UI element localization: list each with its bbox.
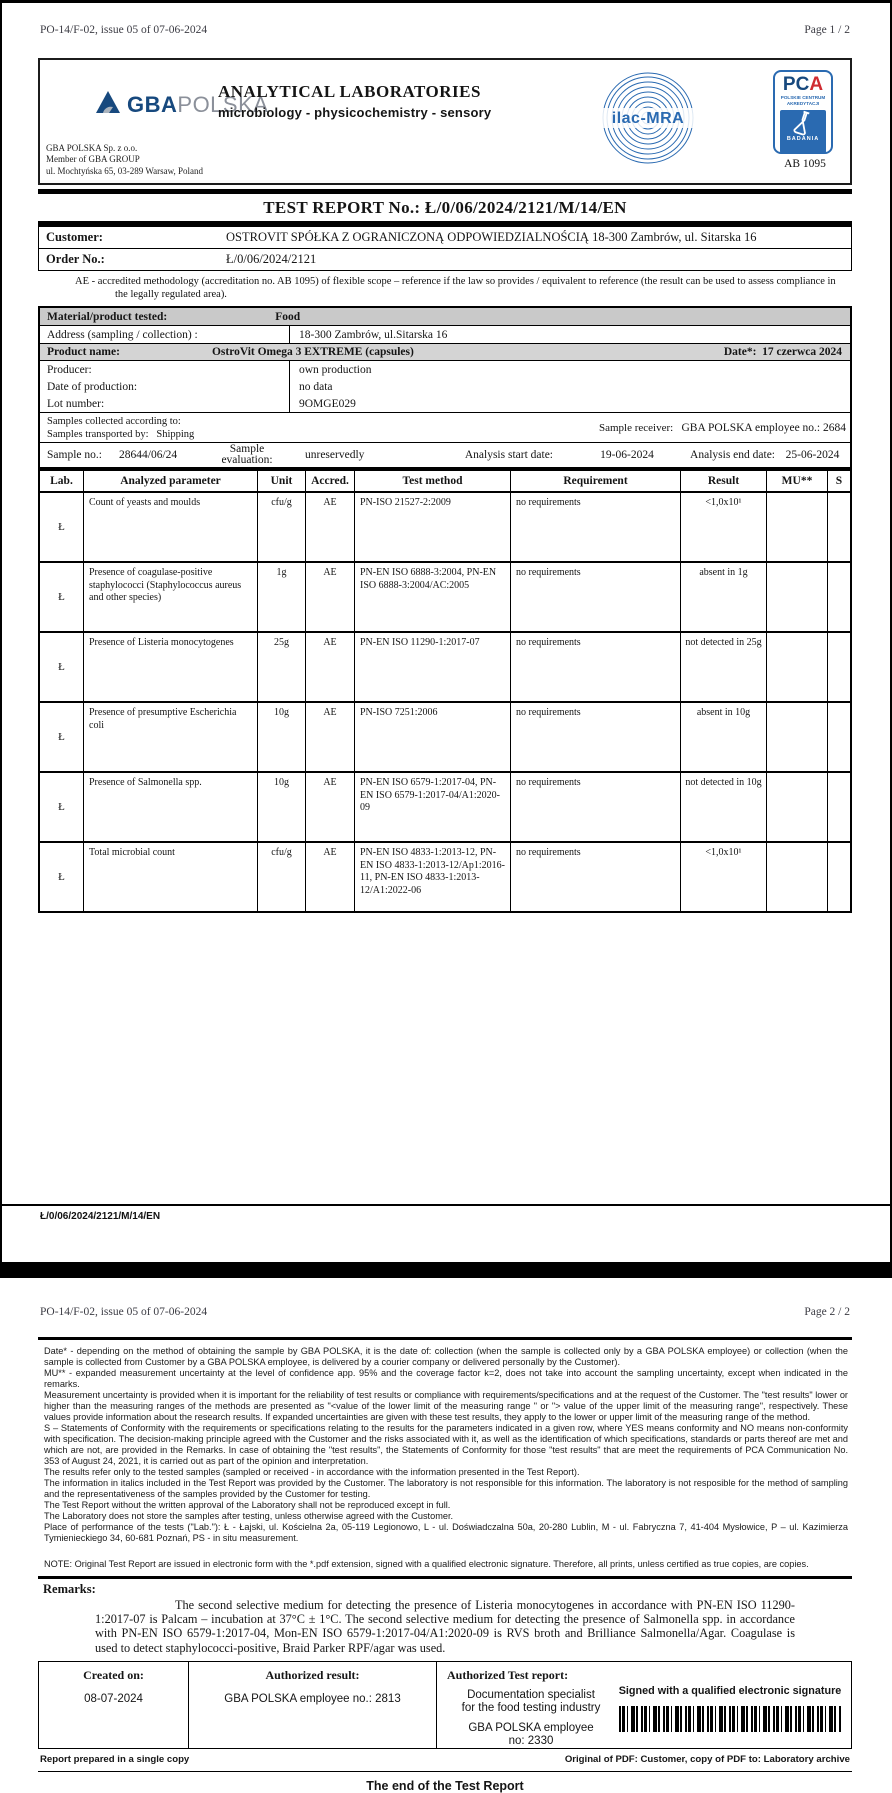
footnotes-block: [38, 1340, 852, 1544]
samples-collected-label: Samples collected according to:: [47, 416, 181, 427]
mu-cell: [767, 773, 828, 841]
results-table-header: [40, 471, 850, 491]
order-label: Order No.:: [46, 252, 105, 266]
col-method: Test method: [355, 471, 511, 491]
s-cell: [828, 843, 850, 911]
page2-running-header: [40, 1306, 850, 1318]
signer-title-line2: for the food testing industry: [461, 1702, 601, 1715]
footnote: The Test Report without the written approval of the Laboratory shall not be reproduced except in full.: [44, 1500, 451, 1510]
lab-cell: Ł: [40, 703, 84, 771]
parameter-cell: Presence of coagulase-positive staphylococci (Staphylococcus aureus and other species): [84, 563, 258, 631]
footnote: S – Statements of Conformity with the requirements or specifications relating to the results for the parameters indicated in a given row, where YES means conformity and NO means non-conformity with specification. The decision-making principle agreed with the Customer and the risks associated with it, as well as the identification of which specifications, standards or parts thereof are met and which are not, are provided in the Remarks. In case of obtaining the "test results", the Statements of Conformity for those "test results" that are meet the requirements of PCA Communication No. 353 of August 24, 2021, it is carried out as part of the opinion and interpretation.: [44, 1423, 848, 1466]
unit-cell: cfu/g: [258, 843, 306, 911]
authorized-result-cell: [189, 1662, 437, 1749]
sample-no-label: Sample no.:: [47, 449, 102, 461]
production-date-value: no data: [299, 380, 333, 393]
material-value: Food: [275, 310, 301, 323]
pca-letter-a: A: [809, 74, 824, 95]
accred-cell: AE: [306, 773, 355, 841]
sample-receiver-value: GBA POLSKA employee no.: 2684: [681, 421, 846, 434]
page2-content: [38, 1337, 852, 1793]
table-row: [40, 701, 850, 771]
footnote: Date* - depending on the method of obtaining the sample by GBA POLSKA, it is the date of: collection (when the sample is collected only by a GBA POLSKA employee) or collection (when the sample is collected from Customer by a GBA POLSKA employee, is delivered by a courier company or delivered personally by the Customer).: [44, 1346, 848, 1367]
s-cell: [828, 773, 850, 841]
method-cell: PN-ISO 7251:2006: [355, 703, 511, 771]
s-cell: [828, 633, 850, 701]
method-cell: PN-ISO 21527-2:2009: [355, 493, 511, 561]
pca-badge: [773, 70, 833, 154]
col-param: Analyzed parameter: [84, 471, 258, 491]
note-final: NOTE: Original Test Report are issued in electronic form with the *.pdf extension, signed with a qualified electronic signature. Therefore, all prints, unless certified as true copies, are copies.: [44, 1559, 809, 1569]
ilac-mra-logo-icon: [600, 70, 696, 166]
table-row: [40, 631, 850, 701]
table-row: [40, 561, 850, 631]
customer-box: [38, 226, 852, 271]
lab-cell: Ł: [40, 843, 84, 911]
result-cell: <1,0x10¹: [681, 843, 767, 911]
created-on-label: Created on:: [83, 1667, 144, 1682]
company-street: ul. Mochtyńska 65, 03-289 Warsaw, Poland: [46, 165, 204, 176]
signed-text: Signed with a qualified electronic signature: [618, 1684, 842, 1697]
created-on-value: 08-07-2024: [84, 1692, 143, 1705]
date-value: 17 czerwca 2024: [762, 346, 842, 358]
producer-value: own production: [299, 363, 372, 376]
sample-info-row: [40, 442, 850, 467]
mu-cell: [767, 703, 828, 771]
requirement-cell: no requirements: [511, 633, 681, 701]
page-number: Page 2 / 2: [804, 1306, 850, 1318]
form-reference: PO-14/F-02, issue 05 of 07-06-2024: [40, 24, 208, 36]
pca-badania-block: [780, 110, 826, 154]
page-number: Page 1 / 2: [804, 24, 850, 36]
lab-cell: Ł: [40, 633, 84, 701]
result-cell: not detected in 25g: [681, 633, 767, 701]
customer-row: [39, 227, 851, 248]
remarks-text: The second selective medium for detecting the presence of Listeria monocytogenes in accordance with PN-EN ISO 11290-1:2017-07 is Palcam – incubation at 37°C ± 1°C. The second selective medium for detecting the presence of Salmonella spp. in accordance with PN-EN ISO 6579-1:2017-04, Mon-EN ISO 6579-1:2017-04/A1:2020-09 is RVS broth and Brilliance Salmonella/Agar. Coagulase is used to detect staphylococci-positive, Braid Parker RPF/agar was used.: [95, 1598, 795, 1655]
col-accred: Accred.: [306, 471, 355, 491]
method-cell: PN-EN ISO 6579-1:2017-04, PN-EN ISO 6579-1:2017-04/A1:2020-09: [355, 773, 511, 841]
s-cell: [828, 563, 850, 631]
pca-badania-label: BADANIA: [786, 136, 820, 143]
requirement-cell: no requirements: [511, 843, 681, 911]
samples-block: [40, 412, 850, 442]
pca-logo-text: [775, 75, 831, 95]
material-row: [40, 308, 850, 325]
samples-transported-value: Shipping: [156, 429, 195, 440]
customer-label: Customer:: [46, 230, 103, 244]
created-on-cell: [39, 1662, 189, 1749]
gba-logo-mark-icon: [95, 90, 121, 119]
form-reference: PO-14/F-02, issue 05 of 07-06-2024: [40, 1306, 208, 1318]
result-cell: not detected in 10g: [681, 773, 767, 841]
sample-no-value: 28644/06/24: [119, 449, 178, 461]
product-value: OstroVit Omega 3 EXTREME (capsules): [211, 346, 414, 358]
signer-title: [447, 1689, 615, 1749]
col-requirement: Requirement: [511, 471, 681, 491]
samples-transported-label: Samples transported by:: [47, 429, 149, 440]
parameter-cell: Presence of Salmonella spp.: [84, 773, 258, 841]
method-cell: PN-EN ISO 11290-1:2017-07: [355, 633, 511, 701]
sample-sections: [38, 306, 852, 469]
report-title: TEST REPORT No.: Ł/0/06/2024/2121/M/14/EN: [263, 197, 627, 217]
table-row: [40, 491, 850, 561]
unit-cell: 10g: [258, 703, 306, 771]
lot-value: 9OMGE029: [299, 397, 356, 410]
authorized-report-cell: [437, 1662, 851, 1749]
sample-receiver-label: Sample receiver:: [599, 421, 674, 434]
mu-cell: [767, 563, 828, 631]
scan-edge-left: [0, 0, 2, 1278]
lab-title: ANALYTICAL LABORATORIES: [218, 82, 481, 101]
order-row: [39, 248, 851, 270]
letterhead: [38, 58, 852, 185]
authorized-report-label: Authorized Test report:: [447, 1667, 569, 1682]
requirement-cell: no requirements: [511, 493, 681, 561]
address-value: 18-300 Zambrów, ul.Sitarska 16: [289, 326, 850, 343]
lab-cell: Ł: [40, 773, 84, 841]
result-cell: <1,0x10¹: [681, 493, 767, 561]
company-name: GBA POLSKA Sp. z o.o.: [46, 142, 138, 153]
accred-cell: AE: [306, 633, 355, 701]
gba-logo-polska: POLSKA: [177, 91, 269, 117]
page1-running-header: [40, 24, 850, 36]
address-label: Address (sampling / collection) :: [47, 328, 198, 341]
mu-cell: [767, 843, 828, 911]
samples-transported: [47, 428, 477, 441]
parameter-cell: Presence of Listeria monocytogenes: [84, 633, 258, 701]
pca-flask-icon: [792, 110, 814, 136]
lab-subtitle: microbiology - physicochemistry - sensory: [218, 105, 492, 120]
table-row: [40, 841, 850, 911]
signer-title-line1: Documentation specialist: [467, 1688, 595, 1701]
accred-cell: AE: [306, 703, 355, 771]
parameter-cell: Presence of presumptive Escherichia coli: [84, 703, 258, 771]
s-cell: [828, 703, 850, 771]
remarks-label: Remarks:: [43, 1582, 96, 1596]
unit-cell: 25g: [258, 633, 306, 701]
mu-cell: [767, 493, 828, 561]
signer-employee-line2: no: 2330: [508, 1735, 554, 1748]
page1-content: [38, 58, 852, 913]
results-table: [38, 469, 852, 913]
footnote: Measurement uncertainty is provided when it is important for the reliability of test results or compliance with requirements/specifications and at the request of the Customer. The "test results" lower or higher than the measuring ranges of the methods are presented as "<value of the lower limit of the measuring range " or "> value of the upper limit of the measuring range", respectively. These values provide information about the research results. If expanded uncertainties are given with these test results, they apply to the lower or upper limit of the measuring range of the method.: [44, 1390, 848, 1422]
product-row: [40, 343, 850, 360]
method-cell: PN-EN ISO 6888-3:2004, PN-EN ISO 6888-3:2004/AC:2005: [355, 563, 511, 631]
footer-left: Report prepared in a single copy: [40, 1754, 190, 1766]
parameter-cell: Count of yeasts and moulds: [84, 493, 258, 561]
product-label: Product name:: [47, 346, 120, 358]
unit-cell: 10g: [258, 773, 306, 841]
page-separator: [0, 1262, 892, 1278]
sample-evaluation-label: Sample evaluation:: [221, 443, 273, 466]
footnote: The results refer only to the tested samples (sampled or received - in accordance with the information presented in the Test Report).: [44, 1467, 580, 1477]
unit-cell: cfu/g: [258, 493, 306, 561]
requirement-cell: no requirements: [511, 703, 681, 771]
producer-block: [40, 360, 850, 412]
lab-cell: Ł: [40, 493, 84, 561]
footnote: The Laboratory does not store the samples after testing, unless otherwise agreed with the Customer.: [44, 1511, 454, 1521]
analysis-end-value: 25-06-2024: [785, 449, 840, 461]
analysis-start-label: Analysis start date:: [464, 449, 553, 461]
signature-table: [38, 1661, 852, 1749]
signature-area: [615, 1668, 851, 1749]
customer-value: OSTROVIT SPÓŁKA Z OGRANICZONĄ ODPOWIEDZIALNOŚCIĄ 18-300 Zambrów, ul. Sitarska 16: [226, 230, 757, 244]
analysis-end-label: Analysis end date:: [690, 449, 775, 461]
page1-footer-reference: Ł/0/06/2024/2121/M/14/EN: [40, 1211, 161, 1222]
producer-label: Producer:: [47, 363, 92, 376]
lab-titles: [218, 82, 491, 120]
sample-evaluation-value: unreservedly: [305, 449, 365, 461]
lab-cell: Ł: [40, 563, 84, 631]
footer-rule: [38, 1771, 852, 1773]
requirement-cell: no requirements: [511, 773, 681, 841]
unit-cell: 1g: [258, 563, 306, 631]
method-cell: PN-EN ISO 4833-1:2013-12, PN-EN ISO 4833-1:2013-12/Ap1:2016-11, PN-EN ISO 4833-1:2013-12/A1:2022-06: [355, 843, 511, 911]
result-cell: absent in 10g: [681, 703, 767, 771]
footnote: The information in italics included in the Test Report was provided by the Customer. The laboratory is not responsible for this information. The laboratory is not resposible for the method of sampling and the representativeness of the samples provided by the Customer for testing.: [44, 1478, 848, 1499]
signer-employee-line1: GBA POLSKA employee: [468, 1721, 594, 1734]
authorized-result-value: GBA POLSKA employee no.: 2813: [224, 1692, 401, 1705]
company-address: [46, 143, 203, 178]
material-label: Material/product tested:: [47, 310, 168, 323]
col-s: S: [835, 475, 843, 487]
pca-accreditation-logo: [773, 70, 837, 170]
ilac-mra-label: ilac-MRA: [611, 110, 685, 127]
pca-subtitle-2: AKREDYTACJI: [786, 100, 820, 106]
col-unit: Unit: [258, 471, 306, 491]
accred-cell: AE: [306, 493, 355, 561]
footnote: Place of performance of the tests ("Lab."): Ł - Łajski, ul. Kościelna 2a, 05-119 Legionowo, L - ul. Doświadczalna 50a, 20-280 Lublin, M - ul. Fabryczna 7, 41-404 Mysłowice, P – ul. Kazimierza Tymienieckiego 34, 60-681 Poznań, PS - in situ measurement.: [44, 1522, 848, 1543]
table-row: [40, 771, 850, 841]
mu-cell: [767, 633, 828, 701]
date-label: Date*:: [723, 346, 757, 358]
company-member: Member of GBA GROUP: [46, 154, 140, 164]
ae-accreditation-note: AE - accredited methodology (accreditation no. AB 1095) of flexible scope – reference if the law so provides / equivalent to reference (the result can be used to assess compliance in the legally regulated area).: [75, 276, 836, 300]
product-date: [724, 346, 850, 358]
gba-logo-gba: GBA: [127, 91, 178, 117]
col-mu: MU**: [767, 471, 828, 491]
s-cell: [828, 493, 850, 561]
lot-label: Lot number:: [47, 397, 105, 410]
pca-letters-pc: PC: [782, 74, 810, 95]
accreditation-number: AB 1095: [784, 158, 826, 170]
address-row: [40, 325, 850, 343]
footer-right: Original of PDF: Customer, copy of PDF to: Laboratory archive: [564, 1754, 850, 1766]
col-result: Result: [681, 471, 767, 491]
production-date-label: Date of production:: [47, 380, 138, 393]
requirement-cell: no requirements: [511, 563, 681, 631]
result-cell: absent in 1g: [681, 563, 767, 631]
end-of-report: The end of the Test Report: [366, 1779, 524, 1793]
accred-cell: AE: [306, 843, 355, 911]
page1-end-rule: [0, 1204, 892, 1206]
order-value: Ł/0/06/2024/2121: [226, 252, 317, 266]
pca-subtitle-1: POLSKIE CENTRUM: [780, 95, 826, 100]
signature-barcode: [619, 1706, 841, 1732]
col-lab: Lab.: [40, 471, 84, 491]
footnote: MU** - expanded measurement uncertainty at the level of confidence app. 95% and the coverage factor k=2, does not take into account the sampling uncertainty, except when indicated in the remarks.: [44, 1368, 848, 1389]
accred-cell: AE: [306, 563, 355, 631]
results-table-body: [40, 491, 850, 911]
authorized-result-label: Authorized result:: [265, 1667, 360, 1682]
scan-edge-top: [0, 0, 892, 3]
analysis-start-value: 19-06-2024: [600, 449, 654, 461]
parameter-cell: Total microbial count: [84, 843, 258, 911]
